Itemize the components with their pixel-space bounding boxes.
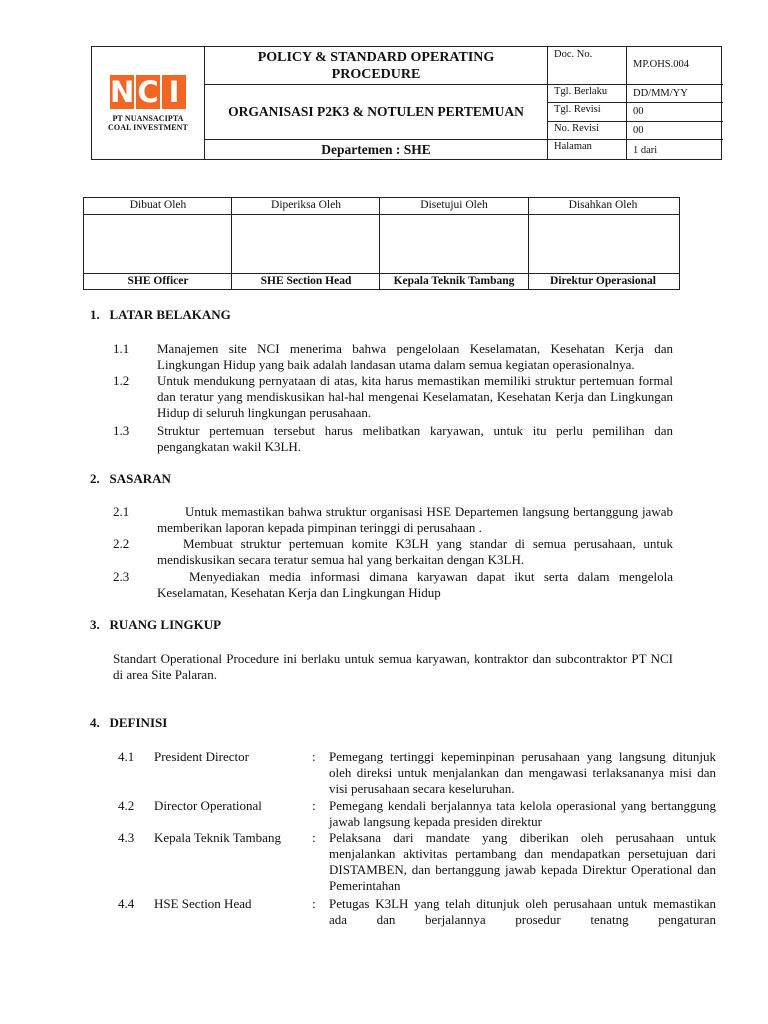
approval-header-diperiksa: Diperiksa Oleh xyxy=(271,199,341,211)
nci-logo-mark xyxy=(110,75,186,109)
definition-number: 4.3 xyxy=(118,830,135,845)
doc-no-label: Doc. No. xyxy=(554,49,593,60)
definition-text: Pemegang tertinggi kepeminpinan perusahaan yang langsung ditunjuk oleh direksi untuk menjalankan dan mengawasi terlaksananya misi dan visi perusahaan secara keseluruhan. xyxy=(329,749,716,796)
item-number: 2.2 xyxy=(113,536,130,551)
tgl-revisi-label: Tgl. Revisi xyxy=(554,104,601,115)
definition-term: HSE Section Head xyxy=(154,896,252,911)
document-subtitle: ORGANISASI P2K3 & NOTULEN PERTEMUAN xyxy=(228,104,524,119)
item-number: 2.3 xyxy=(113,569,130,584)
definition-colon: : xyxy=(312,798,316,813)
no-revisi-label: No. Revisi xyxy=(554,123,599,134)
definition-text: Pemegang kendali berjalannya tata kelola operasional yang bertanggung jawab langsung kepada presiden direktur xyxy=(329,798,716,829)
approval-header-disetujui: Disetujui Oleh xyxy=(420,199,488,211)
definition-colon: : xyxy=(312,830,316,845)
approval-role-ktt: Kepala Teknik Tambang xyxy=(393,275,515,287)
halaman-label: Halaman xyxy=(554,141,592,152)
logo-letter-i: I xyxy=(162,75,186,109)
company-name: PT NUANSACIPTA COAL INVESTMENT xyxy=(108,113,188,132)
document-title: POLICY & STANDARD OPERATING PROCEDURE xyxy=(257,49,495,82)
item-number: 1.2 xyxy=(113,373,130,388)
department-label: Departemen : SHE xyxy=(321,141,431,157)
no-revisi-value: 00 xyxy=(633,125,644,136)
tgl-berlaku-value: DD/MM/YY xyxy=(633,88,688,99)
document-header-table xyxy=(91,46,722,160)
section-ruang-lingkup-title: 3. RUANG LINGKUP xyxy=(90,617,222,632)
item-number: 1.3 xyxy=(113,423,130,438)
section-sasaran-title: 2. SASARAN xyxy=(90,471,171,486)
definition-text: Petugas K3LH yang telah ditunjuk oleh perusahaan untuk memastikan ada dan berjalannya prosedur tenatng pengaturan xyxy=(329,896,716,927)
definition-number: 4.1 xyxy=(118,749,135,764)
item-text: Untuk mendukung pernyataan di atas, kita harus memastikan memiliki struktur pertemuan formal dan teratur yang mendiskusikan hal-hal mengenai Keselamatan, Kesehatan Kerja dan Lingkungan Hidup di seluruh lingkungan perusahaan. xyxy=(157,373,673,420)
definition-colon: : xyxy=(312,749,316,764)
section-latar-belakang-title: 1. LATAR BELAKANG xyxy=(90,307,231,322)
definition-text: Pelaksana dari mandate yang diberikan oleh perusahaan untuk menjalankan aktivitas pertambang dan mendapatkan persetujuan dari DISTAMBEN, dan bertanggung jawab kepada Direktur Operational dan Pemerintahan xyxy=(329,830,716,893)
definition-number: 4.4 xyxy=(118,896,135,911)
item-text: Manajemen site NCI menerima bahwa pengelolaan Keselamatan, Kesehatan Kerja dan Lingkungan Hidup yang baik adalah landasan utama dalam semua kegiatan operasionalnya. xyxy=(157,341,673,372)
approval-role-direktur: Direktur Operasional xyxy=(550,275,656,287)
approval-role-she-officer: SHE Officer xyxy=(127,275,189,287)
halaman-value: 1 dari xyxy=(633,145,658,156)
definition-number: 4.2 xyxy=(118,798,135,813)
logo-letter-c: C xyxy=(137,74,159,109)
definition-term: Director Operational xyxy=(154,798,262,813)
doc-no-value: MP.OHS.004 xyxy=(633,59,690,70)
approval-table xyxy=(83,197,680,290)
tgl-berlaku-label: Tgl. Berlaku xyxy=(554,86,608,97)
approval-header-dibuat: Dibuat Oleh xyxy=(129,199,187,211)
item-text: Menyediakan media informasi dimana karyawan dapat ikut serta dalam mengelola Keselamatan, Kesehatan Kerja dan Lingkungan Hidup xyxy=(157,569,673,600)
approval-header-disahkan: Disahkan Oleh xyxy=(568,199,638,211)
section-definisi-title: 4. DEFINISI xyxy=(90,715,168,730)
item-number: 1.1 xyxy=(113,341,130,356)
scope-text: Standart Operational Procedure ini berlaku untuk semua karyawan, kontraktor dan subcontraktor PT NCI di area Site Palaran. xyxy=(113,651,673,682)
definition-term: Kepala Teknik Tambang xyxy=(154,830,281,845)
item-number: 2.1 xyxy=(113,504,130,519)
company-logo xyxy=(92,47,204,159)
approval-role-section-head: SHE Section Head xyxy=(260,275,352,287)
item-text: Struktur pertemuan tersebut harus melibatkan karyawan, untuk itu perlu pemilihan dan pengangkatan wakil K3LH. xyxy=(157,423,673,454)
logo-letter-n: N xyxy=(110,74,135,109)
tgl-revisi-value: 00 xyxy=(633,106,644,117)
item-text: Untuk memastikan bahwa struktur organisasi HSE Departemen langsung bertanggung jawab memberikan laporan kepada pimpinan teringgi di perusahaan . xyxy=(157,504,673,535)
definition-term: President Director xyxy=(154,749,249,764)
item-text: Membuat struktur pertemuan komite K3LH yang standar di semua perusahaan, untuk mendiskusikan secara teratur semua hal yang berkaitan dengan K3LH. xyxy=(157,536,673,567)
definition-colon: : xyxy=(312,896,316,911)
